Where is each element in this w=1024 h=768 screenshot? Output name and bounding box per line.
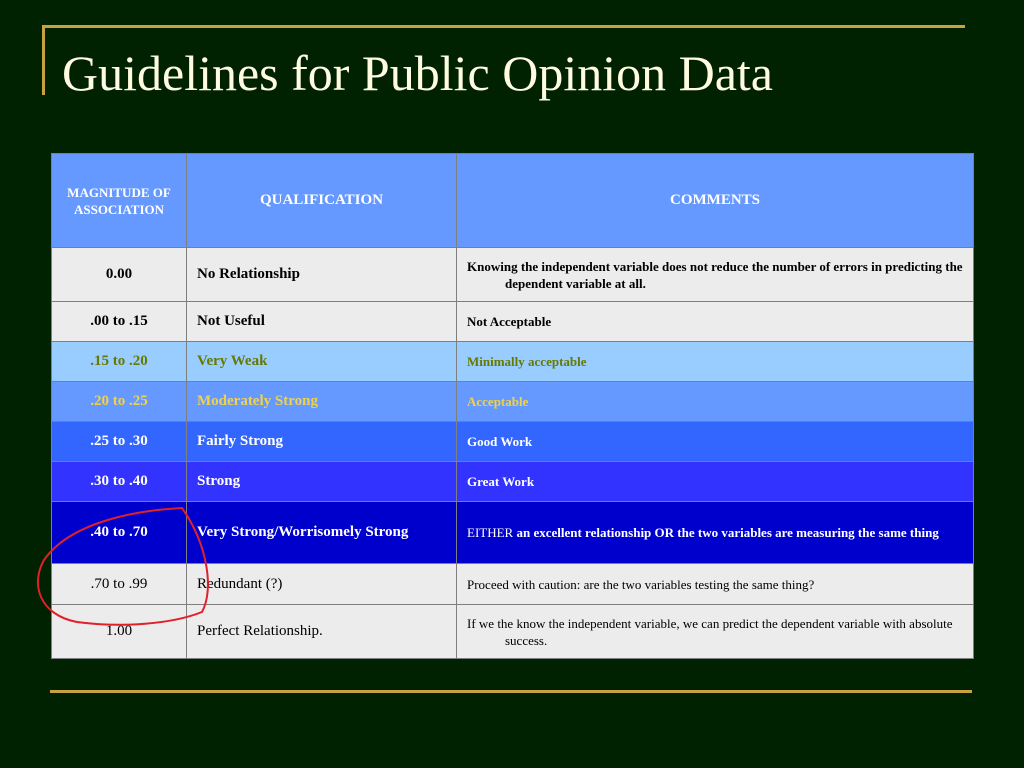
magnitude-cell: .40 to .70 [52, 502, 187, 564]
table-row [52, 462, 974, 502]
comment-prefix: EITHER [467, 525, 514, 540]
header-qualification: QUALIFICATION [187, 154, 457, 248]
table-row [52, 342, 974, 382]
comment-cell [457, 605, 974, 659]
table-row [52, 382, 974, 422]
comment-text: Knowing the independent variable does not reduce the number of errors in predicting the dependent variable at all. [467, 258, 963, 291]
magnitude-cell: 0.00 [52, 248, 187, 302]
comment-cell [457, 342, 974, 382]
comment-text: If we the know the independent variable, we can predict the dependent variable with absolute success. [467, 615, 953, 648]
decorative-vertical-line [42, 25, 45, 95]
comment-text: Acceptable [467, 394, 529, 409]
qualification-cell: Very Weak [187, 342, 457, 382]
comment-text: Proceed with caution: are the two variables testing the same thing? [467, 576, 815, 592]
table-header-row [52, 154, 974, 248]
comment-text: Great Work [467, 474, 535, 489]
magnitude-cell: .00 to .15 [52, 302, 187, 342]
qualification-cell: No Relationship [187, 248, 457, 302]
qualification-cell: Strong [187, 462, 457, 502]
qualification-cell: Perfect Relationship. [187, 605, 457, 659]
qualification-cell: Not Useful [187, 302, 457, 342]
table-row [52, 422, 974, 462]
guidelines-table [51, 153, 974, 659]
qualification-cell: Moderately Strong [187, 382, 457, 422]
header-comments: COMMENTS [457, 154, 974, 248]
table-row [52, 302, 974, 342]
comment-text: Minimally acceptable [467, 354, 587, 369]
magnitude-cell: .20 to .25 [52, 382, 187, 422]
comment-cell [457, 302, 974, 342]
slide-title: Guidelines for Public Opinion Data [62, 45, 773, 101]
comment-cell [457, 564, 974, 605]
magnitude-cell: .25 to .30 [52, 422, 187, 462]
qualification-cell: Fairly Strong [187, 422, 457, 462]
magnitude-cell: .70 to .99 [52, 564, 187, 605]
header-magnitude: MAGNITUDE OF ASSOCIATION [52, 154, 187, 248]
comment-cell [457, 462, 974, 502]
magnitude-cell: 1.00 [52, 605, 187, 659]
magnitude-cell: .30 to .40 [52, 462, 187, 502]
decorative-bottom-line [50, 690, 972, 693]
comment-cell [457, 502, 974, 564]
table-row [52, 605, 974, 659]
table-row [52, 248, 974, 302]
table-row [52, 502, 974, 564]
comment-text: Good Work [467, 434, 533, 449]
comment-cell [457, 382, 974, 422]
decorative-top-line [42, 25, 965, 28]
comment-text: Not Acceptable [467, 314, 552, 329]
qualification-cell: Redundant (?) [187, 564, 457, 605]
magnitude-cell: .15 to .20 [52, 342, 187, 382]
table-row [52, 564, 974, 605]
comment-text: an excellent relationship OR the two variables are measuring the same thing [516, 525, 939, 540]
qualification-cell: Very Strong/Worrisomely Strong [187, 502, 457, 564]
comment-cell [457, 248, 974, 302]
comment-cell [457, 422, 974, 462]
